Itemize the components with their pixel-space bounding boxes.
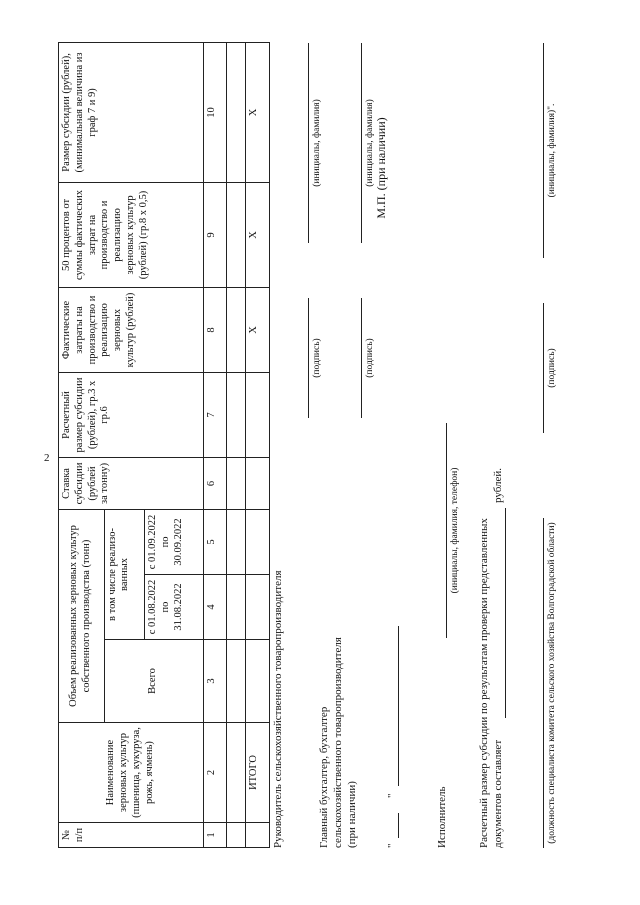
initials-line bbox=[361, 43, 362, 243]
col-number: 9 bbox=[203, 182, 227, 287]
table-cell bbox=[227, 823, 246, 848]
initials-caption: (инициалы, фамилия) bbox=[365, 99, 375, 187]
col-number: 5 bbox=[203, 509, 227, 574]
header-rate: Ставка субсидии (рублей за тонну) bbox=[59, 457, 204, 509]
initials-caption: (инициалы, фамилия) bbox=[312, 99, 322, 187]
header-num: № п/п bbox=[59, 823, 204, 848]
table-cell bbox=[246, 575, 270, 640]
position-caption: (должность специалиста комитета сельского хозяйства Волгоградской области) bbox=[547, 522, 557, 844]
col-number: 10 bbox=[203, 42, 227, 182]
header-period-2: с 01.09.2022 по 30.09.2022 bbox=[145, 509, 203, 574]
amount-line bbox=[505, 508, 506, 718]
signature-line bbox=[308, 298, 309, 418]
date-quote-close: " bbox=[386, 793, 398, 798]
executor-caption: (инициалы, фамилия, телефон) bbox=[450, 467, 460, 594]
initials-line bbox=[308, 43, 309, 243]
total-row bbox=[246, 42, 270, 847]
header-size: Размер субсидии (рублей), (минимальная величина из граф 7 и 9) bbox=[59, 42, 204, 182]
table-cell bbox=[246, 640, 270, 723]
col-number: 6 bbox=[203, 457, 227, 509]
total-mark: X bbox=[246, 42, 270, 182]
table-cell bbox=[227, 509, 246, 574]
table-cell bbox=[227, 457, 246, 509]
table-cell bbox=[246, 457, 270, 509]
col-number: 4 bbox=[203, 575, 227, 640]
col-number: 1 bbox=[203, 823, 227, 848]
signature-caption: (подпись) bbox=[312, 338, 322, 378]
stamp-note: М.П. (при наличии) bbox=[374, 117, 388, 219]
col-number: 2 bbox=[203, 723, 227, 823]
col-number: 3 bbox=[203, 640, 227, 723]
signature-line bbox=[543, 303, 544, 433]
signature-line bbox=[361, 298, 362, 418]
signature-caption: (подпись) bbox=[365, 338, 375, 378]
col-number: 8 bbox=[203, 287, 227, 372]
initials-line bbox=[543, 43, 544, 258]
col-number: 7 bbox=[203, 372, 227, 457]
table-cell bbox=[227, 287, 246, 372]
header-including: в том числе реализо-ванных bbox=[104, 509, 145, 639]
table-cell bbox=[227, 42, 246, 182]
table-cell bbox=[227, 723, 246, 823]
initials-caption: (инициалы, фамилия)". bbox=[547, 103, 557, 198]
header-calc: Расчетный размер субсидии (рублей), гр.3 х гр.6 bbox=[59, 372, 204, 457]
header-volume-group: Объем реализованных зерновых культур собственного производства (тонн) bbox=[59, 509, 105, 722]
table-cell bbox=[246, 823, 270, 848]
table-cell bbox=[246, 509, 270, 574]
header-fifty: 50 процентов от суммы фактических затрат на производство и реализацию зерновых культур (рублей) (гр.8 х 0,5) bbox=[59, 182, 204, 287]
month-line bbox=[398, 626, 399, 786]
calc-text-2: документов составляет bbox=[492, 739, 504, 848]
page-number: 2 bbox=[44, 452, 50, 464]
day-line bbox=[398, 813, 399, 838]
rotated-form bbox=[58, 43, 603, 848]
total-mark: X bbox=[246, 287, 270, 372]
column-numbers-row bbox=[203, 42, 227, 847]
table-cell bbox=[246, 372, 270, 457]
calc-text-1: Расчетный размер субсидии по результатам проверки представленных bbox=[478, 518, 490, 848]
table-row bbox=[227, 42, 246, 847]
header-total: Всего bbox=[104, 640, 203, 723]
signature-caption: (подпись) bbox=[547, 348, 557, 388]
table-cell bbox=[227, 640, 246, 723]
executor-line bbox=[446, 423, 447, 638]
table-cell bbox=[227, 372, 246, 457]
executor-label: Исполнитель bbox=[436, 786, 448, 848]
total-mark: X bbox=[246, 182, 270, 287]
header-period-1: с 01.08.2022 по 31.08.2022 bbox=[145, 575, 203, 640]
table-cell bbox=[227, 182, 246, 287]
date-quote-open: " bbox=[386, 843, 398, 848]
rubles-label: рублей. bbox=[492, 467, 504, 503]
total-label: ИТОГО bbox=[246, 723, 270, 823]
table-cell bbox=[227, 575, 246, 640]
subsidy-table bbox=[58, 42, 270, 848]
header-crop: Наименование зерновых культур (пшеница, кукуруза, рожь, ячмень) bbox=[59, 723, 204, 823]
head-label: Руководитель сельскохозяйственного товаропроизводителя bbox=[272, 570, 284, 848]
header-actual: Фактические затраты на производство и реализацию зерновых культур (рублей) bbox=[59, 287, 204, 372]
accountant-label: Главный бухгалтер, бухгалтер сельскохозяйственного товаропроизводителя (при наличии) bbox=[318, 637, 358, 848]
position-line bbox=[543, 518, 544, 848]
